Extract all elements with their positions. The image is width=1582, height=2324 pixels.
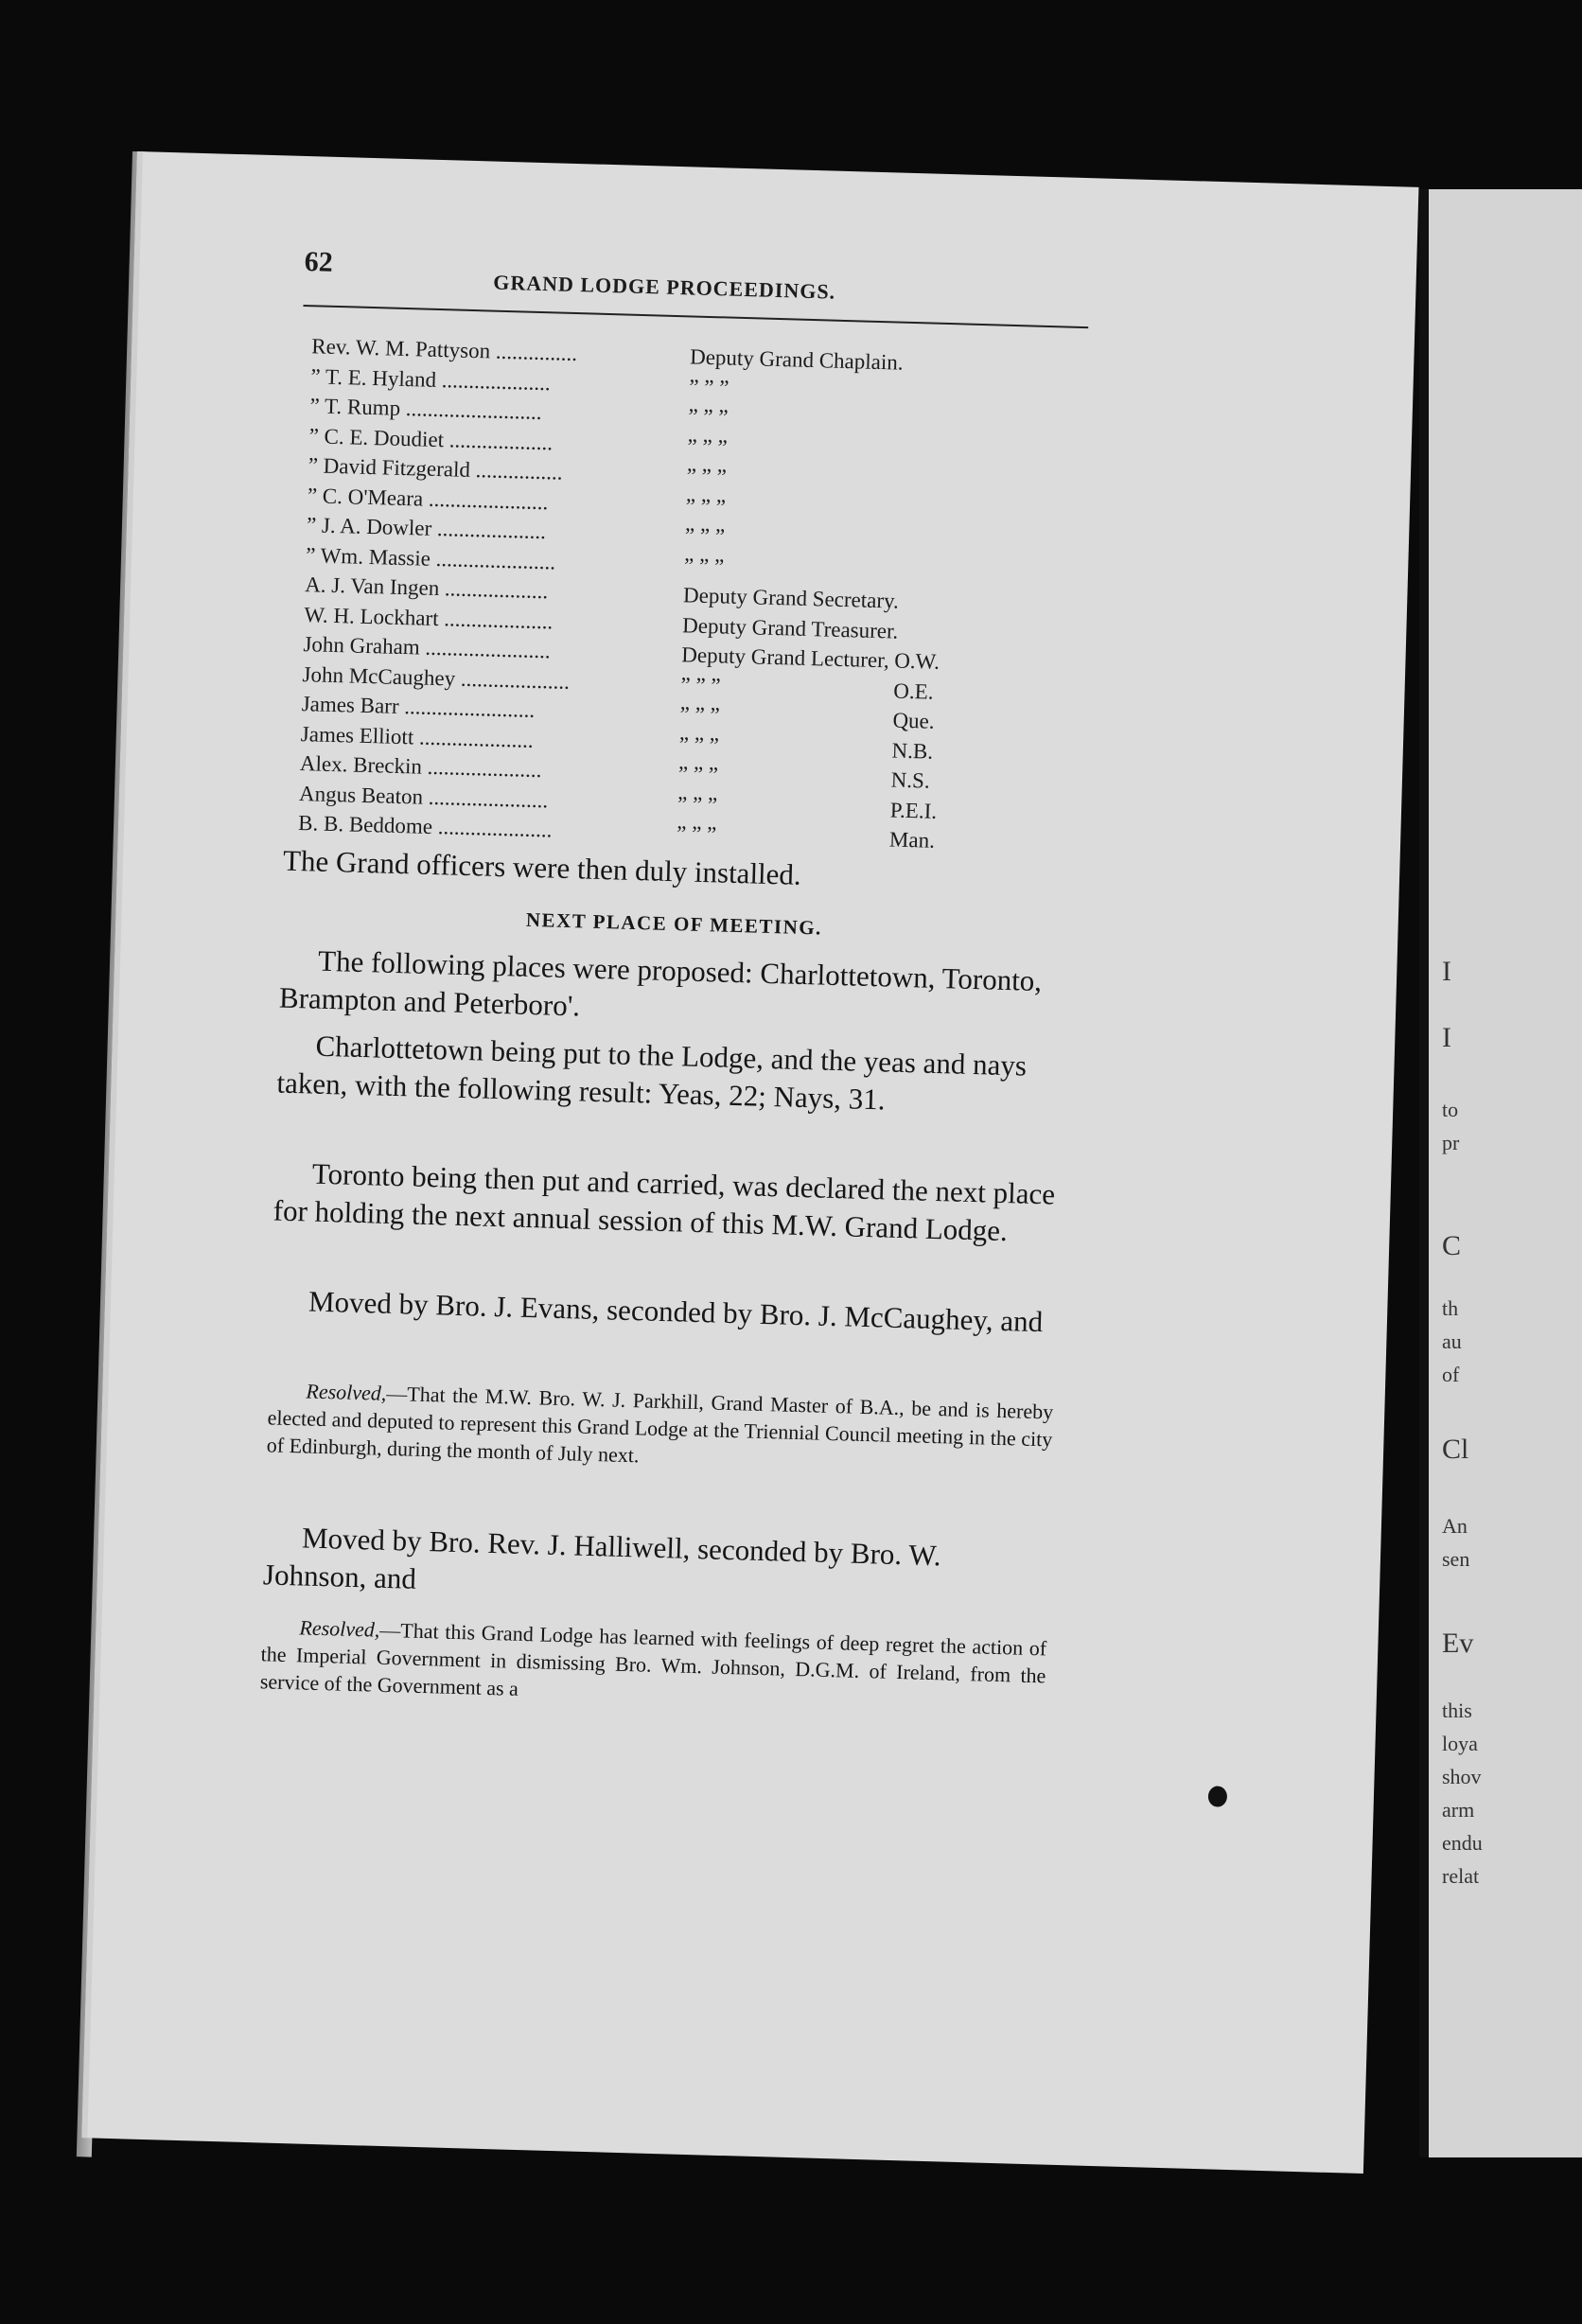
officer-name: ” J. A. Dowler ....................	[306, 513, 547, 544]
resolution-2	[260, 1612, 1047, 1717]
paragraph-toronto: Toronto being then put and carried, was declared the next place for holding the next annual session of this M.W. Grand Lodge.	[272, 1156, 1056, 1248]
ink-spot	[1208, 1786, 1228, 1807]
officer-jurisdiction: Que.	[892, 708, 935, 733]
section-heading: NEXT PLACE OF MEETING.	[525, 907, 823, 940]
paragraph-charlottetown: Charlottetown being put to the Lodge, and the yeas and nays taken, with the following result: Yeas, 22; Nays, 31.	[276, 1029, 1028, 1117]
officer-name: James Barr ........................	[301, 692, 536, 722]
officer-jurisdiction: P.E.I.	[889, 797, 938, 823]
fragment: I	[1442, 1022, 1451, 1053]
fragment: au	[1442, 1329, 1462, 1353]
officer-title: ” ” ”	[688, 374, 729, 400]
page-header	[304, 245, 1099, 304]
fragment: of	[1442, 1363, 1460, 1386]
resolved-lead: Resolved,	[299, 1615, 380, 1642]
officer-jurisdiction: O.E.	[893, 678, 934, 704]
fragment: sen	[1442, 1547, 1470, 1571]
fragment: arm	[1442, 1798, 1475, 1822]
officer-name: A. J. Van Ingen ...................	[304, 572, 549, 604]
resolved-lead: Resolved,	[306, 1379, 387, 1405]
officer-name: John Graham .......................	[303, 632, 552, 663]
officer-title: ” ” ”	[685, 493, 727, 519]
officer-title: Deputy Grand Secretary.	[682, 583, 900, 613]
officer-name: Alex. Breckin .....................	[299, 751, 542, 783]
officer-jurisdiction: Man.	[888, 827, 936, 853]
officer-title: ” ” ”	[677, 791, 718, 817]
officer-title: Deputy Grand Lecturer,	[681, 643, 890, 673]
fragment: pr	[1442, 1131, 1460, 1154]
officer-name: ” David Fitzgerald ................	[308, 453, 563, 484]
fragment: endu	[1442, 1831, 1483, 1855]
header-rule	[303, 305, 1088, 328]
paragraph-moved-halliwell: Moved by Bro. Rev. J. Halliwell, seconded by Bro. W. Johnson, and	[262, 1521, 942, 1595]
fragment: Cl	[1442, 1434, 1469, 1465]
resolution-text: —That this Grand Lodge has learned with feelings of deep regret the action of the Imperial Government in dismissing Bro. Wm. Johnson, D.G.M. of Ireland, from the service of the Government as a	[259, 1617, 1047, 1700]
fragment: relat	[1442, 1864, 1480, 1888]
fragment: to	[1442, 1098, 1459, 1121]
adjacent-page	[1419, 189, 1582, 2157]
fragment: th	[1442, 1296, 1459, 1320]
book-page	[81, 151, 1418, 2174]
officer-title: ” ” ”	[680, 672, 721, 697]
officer-title: ” ” ”	[687, 433, 729, 460]
officer-title: ” ” ”	[678, 731, 720, 757]
officer-title: ” ” ”	[677, 762, 719, 787]
officer-name: ” T. E. Hyland ....................	[310, 363, 552, 395]
officer-title: Deputy Grand Treasurer.	[681, 612, 899, 643]
resolution-1	[266, 1376, 1053, 1480]
page-number: 62	[304, 245, 334, 278]
fragment: C	[1442, 1230, 1462, 1261]
officer-title: ” ” ”	[686, 464, 728, 489]
officer-title: ” ” ”	[679, 702, 721, 728]
resolution-text: —That the M.W. Bro. W. J. Parkhill, Grand Master of B.A., be and is hereby elected and deputed to represent this Grand Lodge at the Triennial Council meeting in the city of Edinburgh, during the month of July next.	[266, 1381, 1054, 1468]
officer-title: ” ” ”	[684, 523, 726, 549]
officer-jurisdiction: O.W.	[893, 648, 940, 674]
officer-title: ” ” ”	[683, 553, 725, 578]
officer-name: Angus Beaton ......................	[298, 781, 549, 812]
installed-text: The Grand officers were then duly installed.	[282, 843, 802, 891]
officer-name: ” C. O'Meara ......................	[307, 483, 549, 514]
officers-list	[298, 331, 1164, 861]
officer-title: Deputy Grand Chaplain.	[689, 344, 904, 375]
fragment: loya	[1442, 1732, 1478, 1755]
officer-title: ” ” ”	[676, 821, 717, 847]
officer-jurisdiction: N.B.	[891, 738, 934, 764]
fragment: Ev	[1442, 1628, 1474, 1659]
officer-jurisdiction: N.S.	[890, 767, 931, 793]
officer-name: Rev. W. M. Pattyson ...............	[310, 334, 578, 366]
paragraph-moved-evans: Moved by Bro. J. Evans, seconded by Bro. J. McCaughey, and	[308, 1284, 1044, 1339]
officer-name: ” C. E. Doudiet ...................	[308, 423, 554, 454]
officer-name: ” T. Rump .........................	[309, 394, 542, 425]
fragment: I	[1442, 956, 1451, 987]
officer-title: ” ” ”	[688, 404, 729, 430]
officer-name: W. H. Lockhart ....................	[304, 602, 554, 633]
running-title: GRAND LODGE PROCEEDINGS.	[492, 270, 836, 304]
paragraph-proposed: The following places were proposed: Charlottetown, Toronto, Brampton and Peterboro'.	[278, 943, 1043, 1023]
fragment: An	[1442, 1514, 1468, 1538]
officer-name: John McCaughey ....................	[302, 661, 571, 694]
officer-name: James Elliott .....................	[300, 721, 535, 752]
fragment: this	[1442, 1699, 1472, 1722]
officer-name: ” Wm. Massie ......................	[305, 542, 556, 574]
officer-name: B. B. Beddome .....................	[297, 811, 553, 842]
fragment: shov	[1442, 1765, 1482, 1788]
